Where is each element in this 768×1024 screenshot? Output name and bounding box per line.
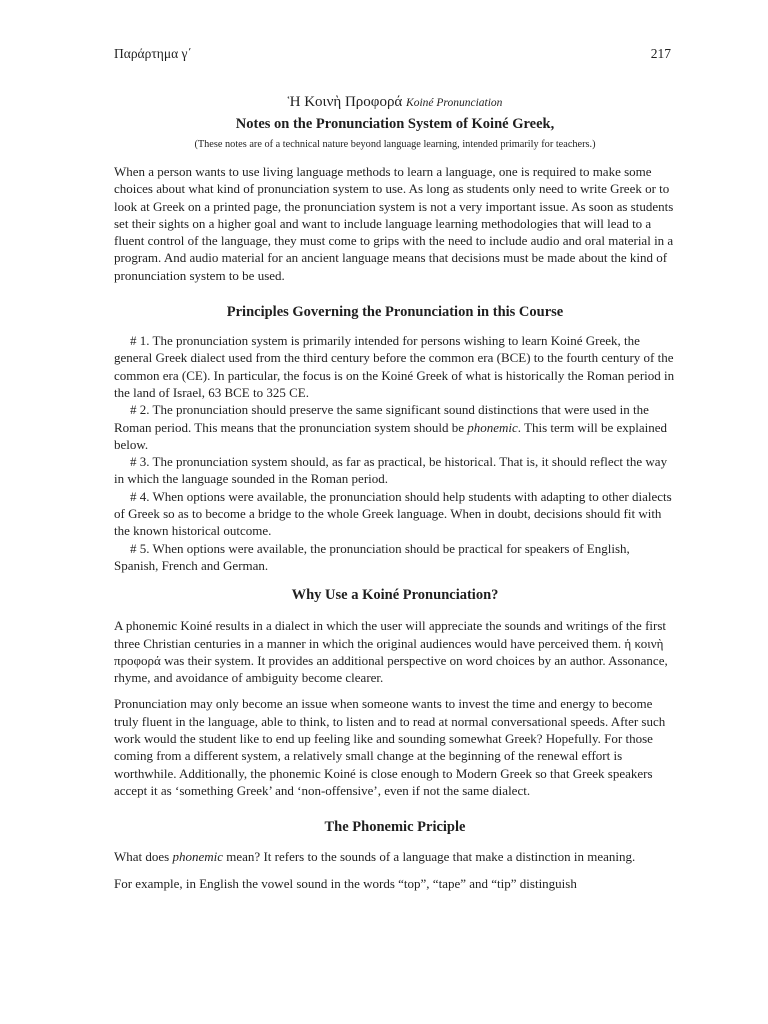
why-paragraph-1: A phonemic Koiné results in a dialect in which the user will appreciate the sounds and writings of the first three Christian centuries in a manner in which the original audiences would have perceived them. ἡ κοινὴ προφορά was their system. It provides an additional perspective on word choices by an author. Assonance, rhyme, and avoidance of ambiguity become clearer. <box>114 618 668 686</box>
principle-2-text-b: . This term will be explained below. <box>114 419 668 452</box>
phonemic-text-a: What does <box>114 849 173 865</box>
page-subtitle: Notes on the Pronunciation System of Koiné Greek, <box>235 116 555 132</box>
phonemic-emphasis: phonemic <box>172 849 224 865</box>
principles-heading: Principles Governing the Pronunciation in this Course <box>226 304 564 321</box>
running-head <box>114 46 671 62</box>
principle-2-emphasis: phonemic <box>467 419 518 435</box>
phonemic-heading: The Phonemic Priciple <box>324 819 466 836</box>
principle-2 <box>114 401 676 453</box>
page-title <box>114 92 676 113</box>
title-english: Koiné Pronunciation <box>406 97 503 109</box>
principle-2-text-a: # 2. The pronunciation should preserve the same significant sound distinctions that were used in the Roman period. This means that the pronunciation system should be <box>114 402 649 435</box>
why-paragraph-2: Pronunciation may only become an issue when someone wants to invest the time and energy to become truly fluent in the language, able to think, to listen and to read at normal conversational speeds. After such work would the student like to end up feeling like and sounding somewhat Greek? Hopefully. For those coming from a different system, a relatively small change at the beginning of the renewal effort is worthwhile. Additionally, the phonemic Koiné is close enough to Modern Greek so that Greek speakers accept it as ‘something Greek’ and ‘non-offensive’, even if not the same dialect. <box>114 696 666 798</box>
page-content <box>114 92 676 892</box>
principle-4: # 4. When options were available, the pronunciation should help students with adapting to other dialects of Greek so as to become a bridge to the whole Greek language. When in doubt, decisions should fit with the known historical outcome. <box>114 488 672 539</box>
teacher-note: (These notes are of a technical nature beyond language learning, intended primarily for teachers.) <box>194 139 596 150</box>
phonemic-paragraph-2: For example, in English the vowel sound in the words “top”, “tape” and “tip” distinguish <box>114 875 577 891</box>
principles-list <box>114 332 676 574</box>
chapter-title: Παράρτημα γ΄ <box>114 46 193 61</box>
principle-1: # 1. The pronunciation system is primarily intended for persons wishing to learn Koiné Greek, the general Greek dialect used from the third century before the common era (BCE) to the fourth century of the common era (CE). In particular, the focus is on the Koiné Greek of what is historically the Roman period in the land of Israel, 63 BCE to 325 CE. <box>114 333 675 400</box>
phonemic-text-b: mean? It refers to the sounds of a language that make a distinction in meaning. <box>223 849 636 865</box>
intro-paragraph: When a person wants to use living language methods to learn a language, one is required to make some choices about what kind of pronunciation system to use. As long as students only need to write Greek or to look at Greek on a printed page, the pronunciation system is not a very important issue. As soon as students set their sights on a higher goal and want to include language learning methodologies that will lead to a fluent control of the language, they must come to grips with the need to include audio and oral material in a program. And audio material for an ancient language means that decisions must be made about the kind of pronunciation system to be used. <box>114 164 674 283</box>
principle-3: # 3. The pronunciation system should, as far as practical, be historical. That is, it should reflect the way in which the language sounded in the Roman period. <box>114 454 668 487</box>
title-greek: Ἡ Κοινὴ Προφορά <box>287 94 403 110</box>
why-heading: Why Use a Koiné Pronunciation? <box>291 587 499 604</box>
phonemic-paragraph-1 <box>114 848 676 865</box>
principle-5: # 5. When options were available, the pronunciation should be practical for speakers of English, Spanish, French and German. <box>114 540 630 573</box>
page-number: 217 <box>650 46 671 61</box>
